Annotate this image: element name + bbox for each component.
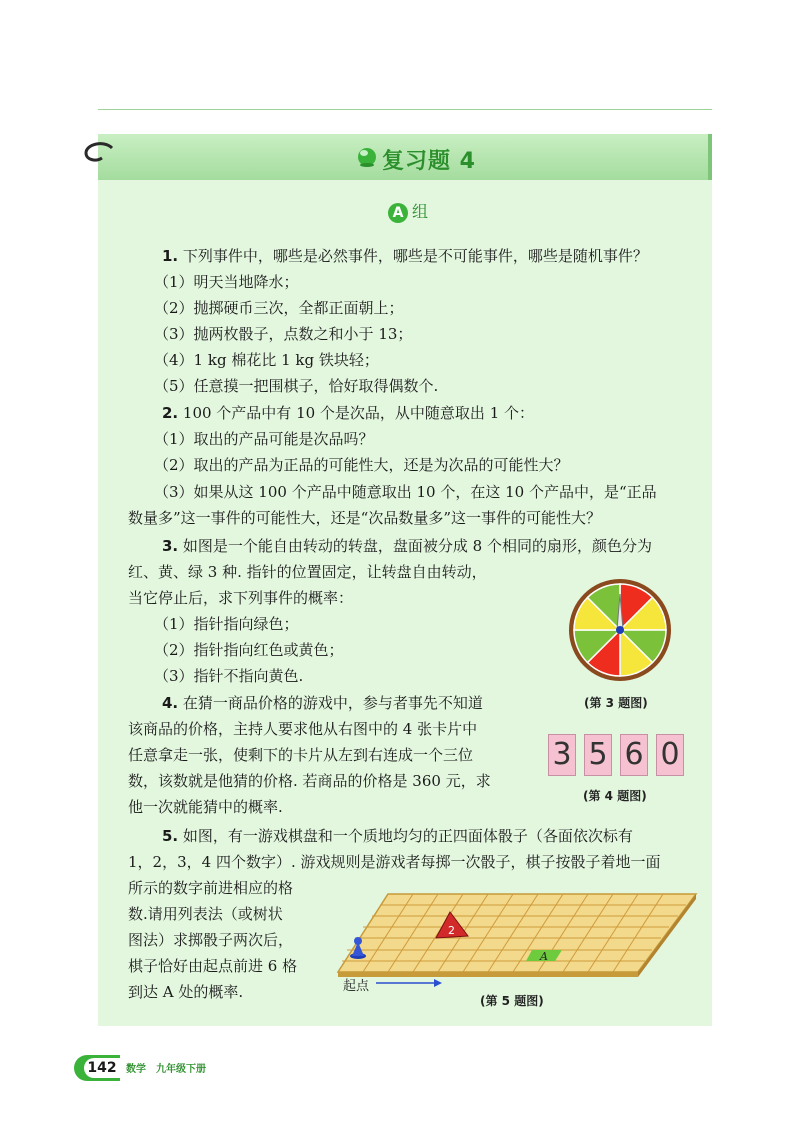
group-badge: A bbox=[388, 203, 408, 223]
card: 6 bbox=[620, 734, 648, 776]
problem-line: 数.请用列表法（或树状 bbox=[128, 905, 283, 923]
problem-line: 2. 100 个产品中有 10 个是次品，从中随意取出 1 个： bbox=[162, 404, 535, 422]
top-rule bbox=[98, 109, 712, 110]
card: 3 bbox=[548, 734, 576, 776]
problem-line: 他一次就能猜中的概率. bbox=[128, 798, 283, 816]
svg-text:A: A bbox=[540, 950, 548, 963]
problem-line: 红、黄、绿 3 种. 指针的位置固定，让转盘自由转动， bbox=[128, 563, 487, 581]
spinner-wheel bbox=[560, 574, 680, 684]
group-heading bbox=[388, 199, 428, 223]
book-title: 数学 九年级下册 bbox=[126, 1064, 206, 1075]
card: 0 bbox=[656, 734, 684, 776]
svg-text:2: 2 bbox=[448, 924, 455, 937]
problem-line: 棋子恰好由起点前进 6 格 bbox=[128, 957, 298, 975]
problem-line: 该商品的价格，主持人要求他从右图中的 4 张卡片中 bbox=[128, 720, 478, 738]
problem-line: 5. 如图，有一游戏棋盘和一个质地均匀的正四面体骰子（各面依次标有 bbox=[162, 827, 633, 845]
problem-line: （2）取出的产品为正品的可能性大，还是为次品的可能性大？ bbox=[154, 456, 569, 474]
problem-line: （2）指针指向红色或黄色； bbox=[154, 641, 344, 659]
start-label: 起点 bbox=[343, 979, 370, 994]
game-board bbox=[330, 890, 700, 990]
problem-line: （1）明天当地降水； bbox=[154, 273, 299, 291]
problem-line: 数，该数就是他猜的价格. 若商品的价格是 360 元，求 bbox=[128, 772, 491, 790]
problem-line: （5）任意摸一把围棋子，恰好取得偶数个. bbox=[154, 377, 439, 395]
problem-line: （2）抛掷硬币三次，全都正面朝上； bbox=[154, 299, 404, 317]
curl-icon bbox=[82, 142, 118, 164]
problem-line: 3. 如图是一个能自由转动的转盘，盘面被分成 8 个相同的扇形，颜色分为 bbox=[162, 537, 652, 555]
problem-line: 1. 下列事件中，哪些是必然事件，哪些是不可能事件，哪些是随机事件？ bbox=[162, 247, 648, 265]
problem-line: （1）指针指向绿色； bbox=[154, 615, 299, 633]
figure-4-caption: (第 4 题图) bbox=[583, 789, 647, 803]
figure-5-caption: (第 5 题图) bbox=[480, 994, 544, 1008]
problem-line: 所示的数字前进相应的格 bbox=[128, 879, 294, 897]
problem-line: （4）1 kg 棉花比 1 kg 铁块轻； bbox=[154, 351, 379, 369]
problem-line: 当它停止后，求下列事件的概率： bbox=[128, 589, 354, 607]
problem-line: 1，2，3，4 四个数字）. 游戏规则是游戏者每掷一次骰子，棋子按骰子着地一面 bbox=[128, 853, 661, 871]
problem-line: （1）取出的产品可能是次品吗？ bbox=[154, 430, 374, 448]
ball-icon bbox=[356, 146, 378, 168]
problem-line: （3）指针不指向黄色. bbox=[154, 667, 304, 685]
problem-line: 到达 A 处的概率. bbox=[128, 983, 244, 1001]
arrow-right-icon bbox=[376, 978, 442, 988]
problem-line: 数量多”这一事件的可能性大，还是“次品数量多”这一事件的可能性大？ bbox=[128, 509, 602, 527]
problem-line: 任意拿走一张，使剩下的卡片从左到右连成一个三位 bbox=[128, 746, 474, 764]
problem-line: （3）抛两枚骰子，点数之和小于 13； bbox=[154, 325, 413, 343]
page-title: 复习题 4 bbox=[382, 149, 476, 174]
problem-line: 4. 在猜一商品价格的游戏中，参与者事先不知道 bbox=[162, 694, 483, 712]
page-number: 142 bbox=[84, 1058, 120, 1078]
figure-3-caption: (第 3 题图) bbox=[584, 696, 648, 710]
wheel-hub bbox=[616, 626, 624, 634]
problem-line: （3）如果从这 100 个产品中随意取出 10 个，在这 10 个产品中，是“正品 bbox=[154, 483, 657, 501]
group-label: 组 bbox=[412, 202, 429, 221]
problem-line: 图法）求掷骰子两次后， bbox=[128, 931, 294, 949]
card: 5 bbox=[584, 734, 612, 776]
